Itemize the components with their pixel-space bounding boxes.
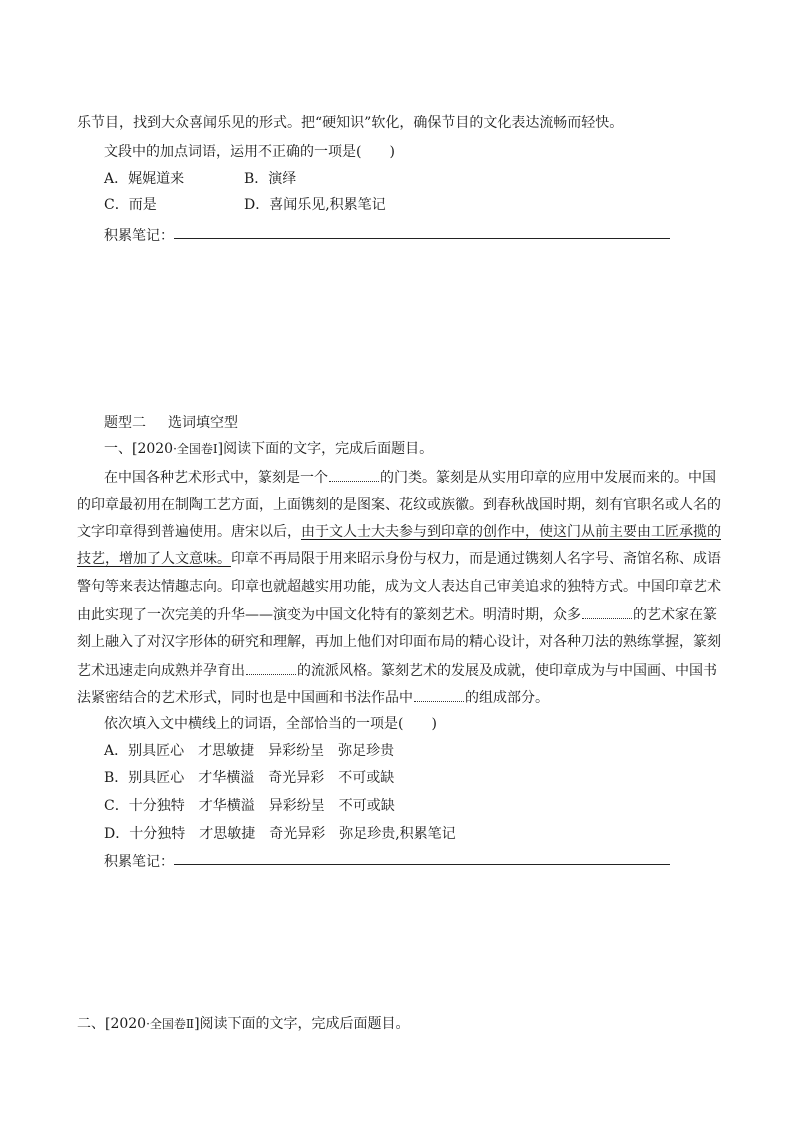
fill-blank-3[interactable]	[246, 660, 296, 675]
underlined-sentence: 技艺，增加了人文意味。	[77, 551, 231, 567]
notes-label: 积累笔记：	[104, 228, 174, 244]
passage-line: 艺术迅速走向成熟并孕育出 的流派风格。篆刻艺术的发展及成就，使印章成为与中国画、中国书	[77, 660, 717, 681]
question-header: 一、[2020·全国卷Ⅰ]阅读下面的文字，完成后面题目。	[104, 441, 434, 457]
passage-line: 刻上融入了对汉字形体的研究和理解，再加上他们对印面布局的精心设计，对各种刀法的熟练掌握，篆刻	[77, 634, 721, 650]
option-b: B．演绎	[244, 171, 297, 187]
exam-source: ·全国卷Ⅱ	[146, 1017, 195, 1031]
passage-line: 的印章最初用在制陶工艺方面，上面镌刻的是图案、花纹或族徽。到春秋战国时期，刻有官职名或人名的	[77, 497, 721, 513]
option-a: A．娓娓道来	[104, 171, 185, 187]
section-title: 选词填空型	[168, 415, 238, 431]
passage-line: 技艺，增加了人文意味。印章不再局限于用来昭示身份与权力，而是通过镌刻人名字号、斋馆名称、成语	[77, 551, 721, 567]
passage-line: 警句等来表达情趣志向。印章也就超越实用功能，成为文人表达自己审美追求的独特方式。中国印章艺术	[77, 579, 721, 595]
option-c: C．而是	[104, 197, 157, 213]
passage-line: 乐节目，找到大众喜闻乐见的形式。把“硬知识”软化，确保节目的文化表达流畅而轻快。	[77, 115, 624, 131]
notes-line[interactable]	[174, 238, 670, 239]
option-a: A．别具匠心 才思敏捷 异彩纷呈 弥足珍贵	[104, 743, 395, 759]
notes-label: 积累笔记：	[104, 854, 174, 870]
fill-blank-1[interactable]	[329, 467, 379, 482]
option-d: D．十分独特 才思敏捷 奇光异彩 弥足珍贵,积累笔记	[104, 826, 456, 842]
question-header: 二、[2020·全国卷Ⅱ]阅读下面的文字，完成后面题目。	[77, 1016, 410, 1032]
passage-line: 由此实现了一次完美的升华——演变为中国文化特有的篆刻艺术。明清时期，众多 的艺术家在篆	[77, 604, 717, 625]
underlined-sentence: 由于文人士大夫参与到印章的创作中，使这门从前主要由工匠承揽的	[301, 524, 721, 540]
question-prompt: 依次填入文中横线上的词语，全部恰当的一项是( )	[104, 716, 437, 732]
section-heading	[104, 413, 238, 433]
fill-blank-2[interactable]	[582, 604, 632, 619]
option-c: C．十分独特 才华横溢 异彩纷呈 不可或缺	[104, 798, 395, 814]
exam-source: ·全国卷Ⅰ	[173, 442, 218, 456]
fill-blank-4[interactable]	[414, 687, 464, 702]
passage-line: 文字印章得到普遍使用。唐宋以后，由于文人士大夫参与到印章的创作中，使这门从前主要由工匠承揽的	[77, 524, 721, 540]
option-b: B．别具匠心 才华横溢 奇光异彩 不可或缺	[104, 770, 395, 786]
section-type: 题型二	[104, 415, 146, 431]
question-prompt: 文段中的加点词语，运用不正确的一项是( )	[104, 144, 395, 160]
passage-line: 法紧密结合的艺术形式，同时也是中国画和书法作品中 的组成部分。	[77, 687, 549, 708]
option-d: D．喜闻乐见,积累笔记	[244, 197, 386, 213]
notes-line[interactable]	[174, 864, 670, 865]
passage-line: 在中国各种艺术形式中，篆刻是一个 的门类。篆刻是从实用印章的应用中发展而来的。中国	[104, 467, 716, 488]
